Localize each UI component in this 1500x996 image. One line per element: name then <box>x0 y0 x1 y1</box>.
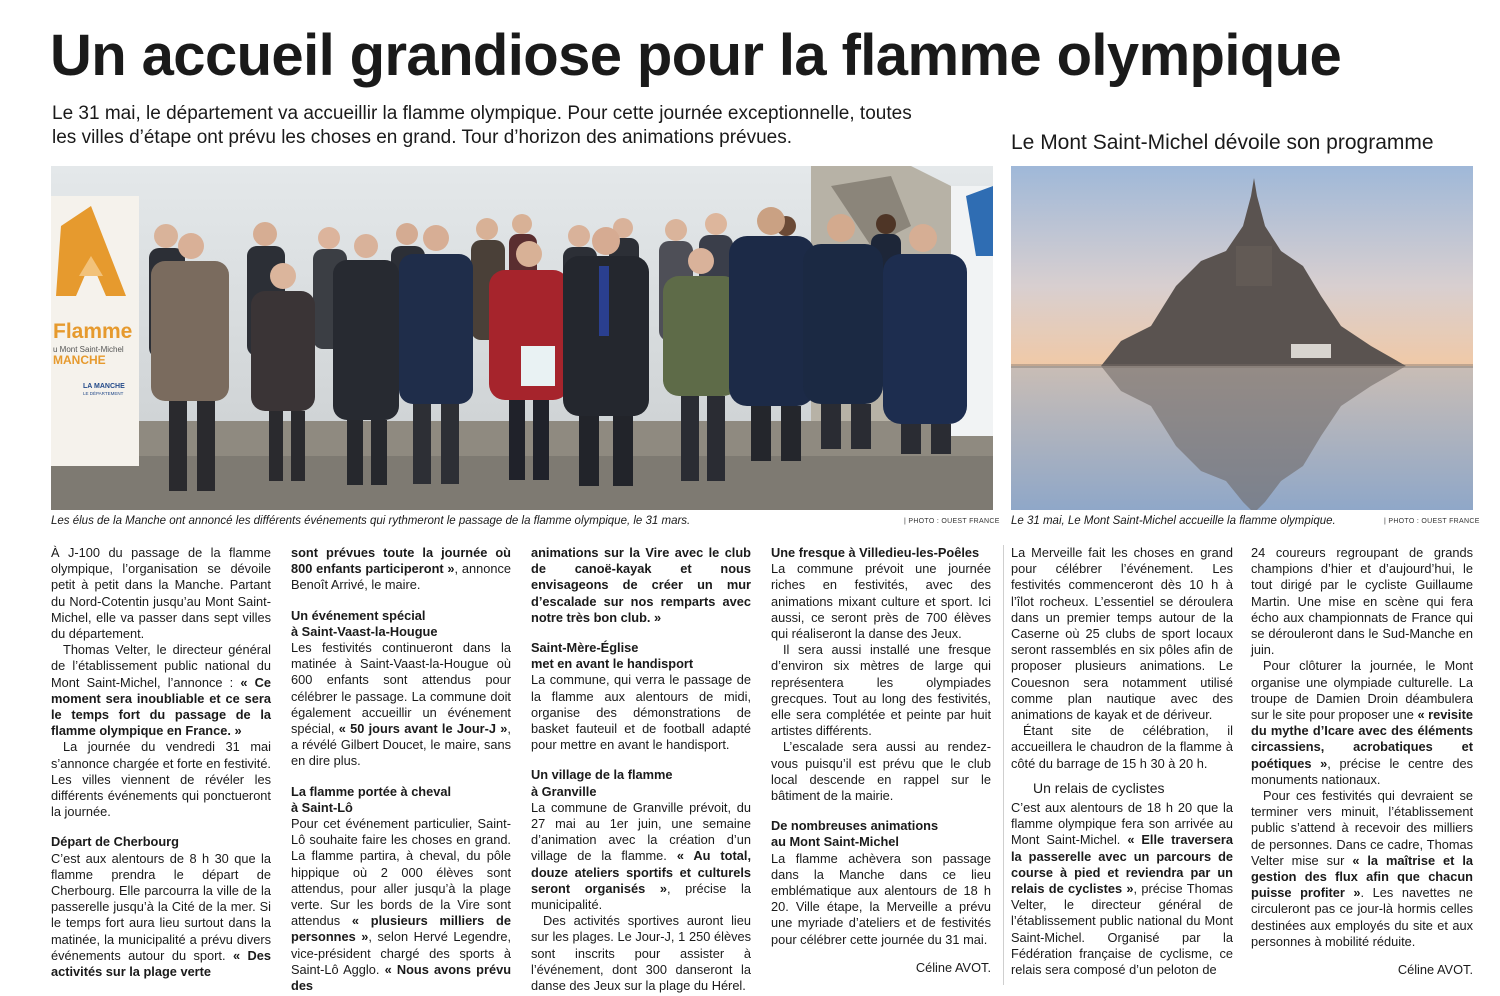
sidebar-column-2 <box>1251 545 1473 985</box>
paragraph: Pour clôturer la journée, le Mont organise une olympiade culturelle. La troupe de Damien Droin déambulera sur le site pour proposer une « revisite du mythe d’Icare avec des éléments circassiens, acrobatiques et poétiques », précise le centre des monuments nationaux. <box>1251 658 1473 787</box>
paragraph: C’est aux alentours de 8 h 30 que la flamme prendra le départ de Cherbourg. Elle parcourra la ville de la passerelle jusqu’à la Cité de la mer. Si le temps fort aura lieu surtout dans la matinée, la municipalité a prévu divers événements autour du sport. « Des activités sur la plage verte <box>51 850 271 980</box>
article-column-2 <box>291 545 512 994</box>
paragraph: La commune de Granville prévoit, du 27 mai au 1er juin, une semaine d’animation avec la création d’un village de la flamme. « Au total, douze ateliers sportifs et culturels seront organisés », précise la municipalité. <box>531 799 751 913</box>
paragraph: sont prévues toute la journée où 800 enfants participeront », annonce Benoît Arrivé, le maire. <box>291 545 511 593</box>
paragraph: Les festivités continueront dans la matinée à Saint-Vaast-la-Hougue où 600 enfants sont attendus pour célébrer le passage. La commune doit également accueillir un événement spécial, « 50 jours avant le Jour-J », a révélé Gilbert Doucet, le maire, sans en dire plus. <box>291 640 511 769</box>
byline: Céline AVOT. <box>915 959 991 975</box>
banner-subtitle: u Mont Saint-Michel <box>53 345 124 354</box>
article-column-1 <box>51 545 271 985</box>
paragraph: animations sur la Vire avec le club de canoë-kayak et nous envisageons de créer un mur d’escalade sur nos remparts avec notre très bon club. » <box>531 545 751 625</box>
byline: Céline AVOT. <box>1397 962 1473 978</box>
paragraph: 24 coureurs regroupant de grands champions d’hier et d’aujourd’hui, le tout dirigé par le cycliste Guillaume Martin. Une mise en scène qui fera écho aux championnats de France qui se dérouleront dans le Sud-Manche en juin. <box>1251 545 1473 658</box>
banner-title: Flamme <box>53 320 133 343</box>
banner-logo: LA MANCHE <box>83 383 125 390</box>
subheading: Un relais de cyclistes <box>1033 779 1165 796</box>
paragraph: La commune prévoit une journée riches en festivités, avec des animations mixant culture et sport. Ici aussi, ce seront près de 700 élèves qui réaliseront la danse des Jeux. <box>771 561 991 642</box>
subheading: Une fresque à Villedieu-les-Poêles <box>771 545 980 560</box>
paragraph: Il sera aussi installé une fresque d’environ six mètres de large qui représentera les olympiades grecques. Tout au long des festivités, elle sera complétée et peinte par huit artistes différents. <box>771 642 991 739</box>
paragraph: La commune, qui verra le passage de la flamme aux alentours de midi, organise des démonstrations de basket fauteuil et de football adapté pour mettre en avant le handisport. <box>531 672 751 753</box>
paragraph: Des activités sportives auront lieu sur les plages. Le Jour-J, 1 250 élèves sont inscrits pour assister à l’événement, dont 300 danseront la danse des Jeux sur la plage du Hérel. <box>531 913 751 994</box>
main-photo-credit: | PHOTO : OUEST FRANCE <box>904 518 1000 525</box>
paragraph: C’est aux alentours de 18 h 20 que la flamme olympique fera son arrivée au Mont Saint-Michel. « Elle traversera la passerelle avec un parcours de course à pied et reviendra par un relais de cyclistes », précise Thomas Velter, le directeur général de l’établissement public national du Mont Saint-Michel. Organisé par la Fédération française de cyclisme, ce relais sera composé d’un peloton de <box>1011 800 1233 978</box>
subheading: Un village de la flamme à Granville <box>531 767 673 799</box>
paragraph: La Merveille fait les choses en grand pour célébrer l’événement. Les festivités commenceront dès 10 h à l’îlot rocheux. L’essentiel se déroulera dans un premier temps autour de la Caserne où 25 clubs de sport locaux seront rassemblés en six pôles afin de proposer plusieurs animations. Le Couesnon sera notamment utilisé comme plan nautique avec des animations de kayak et de dériveur. <box>1011 545 1233 723</box>
sidebar-title: Le Mont Saint-Michel dévoile son programme <box>1011 131 1434 154</box>
headline: Un accueil grandiose pour la flamme olympique <box>50 23 1342 88</box>
subheading: Un événement spécial à Saint-Vaast-la-Hougue <box>291 607 438 639</box>
paragraph: L’escalade sera aussi au rendez-vous puisqu’il est prévu que le club local descende en rappel sur le bâtiment de la mairie. <box>771 739 991 804</box>
paragraph: À J-100 du passage de la flamme olympique, l’organisation se dévoile petit à petit dans la Manche. Partant du Nord-Cotentin jusqu’au Mont Saint-Michel, elle va passer dans sept villes du département. <box>51 545 271 642</box>
flamme-banner <box>51 196 139 466</box>
mont-saint-michel-photo <box>1011 166 1473 510</box>
side-photo-credit: | PHOTO : OUEST FRANCE <box>1384 518 1480 525</box>
side-photo-caption: Le 31 mai, Le Mont Saint-Michel accueille la flamme olympique. <box>1011 515 1336 527</box>
article-column-3 <box>531 545 751 994</box>
paragraph: Thomas Velter, le directeur général de l’établissement public national du Mont Saint-Michel, l’annonce : « Ce moment sera inoubliable et ce sera le temps fort du passage de la flamme olympique en France. » <box>51 642 272 739</box>
column-divider <box>1003 545 1004 985</box>
paragraph: Pour cet événement particulier, Saint-Lô souhaite faire les choses en grand. La flamme partira, à cheval, du pôle hippique où 2 000 élèves sont attendus, pour aller jusqu’à la plage verte. Sur les bords de la Vire sont attendus « plusieurs milliers de personnes », selon Hervé Legendre, vice-président chargé des sports à Saint-Lô Agglo. « Nous avons prévu des <box>291 816 512 994</box>
banner-region: MANCHE <box>53 353 106 367</box>
sidebar-column-1 <box>1011 545 1233 985</box>
banner-logo-sub: LE DÉPARTEMENT <box>83 391 124 396</box>
paragraph: Étant site de célébration, il accueillera le chaudron de la flamme à côté du barrage de 15 h 30 à 20 h. <box>1011 723 1233 771</box>
main-photo-caption: Les élus de la Manche ont annoncé les différents événements qui rythmeront le passage de la flamme olympique, le 31 mars. <box>51 515 691 527</box>
article-column-4 <box>771 545 991 985</box>
subheading: Saint-Mère-Église met en avant le handisport <box>531 640 694 672</box>
paragraph: Pour ces festivités qui devraient se terminer vers minuit, l’établissement public s’attend à recevoir des milliers de personnes. Dans ce cadre, Thomas Velter mise sur « la maîtrise et la gestion des flux afin que chacun puisse profiter ». Les navettes ne circuleront pas ce jour-là hormis celles destinées aux employés du site et aux personnes à mobilité réduite. <box>1251 788 1473 949</box>
paragraph: La journée du vendredi 31 mai s’annonce chargée et forte en festivité. Les villes viennent de révéler les différents événements qui ponctueront la journée. <box>51 739 271 820</box>
group-photo <box>51 166 993 510</box>
subheading: Départ de Cherbourg <box>51 834 179 850</box>
standfirst: Le 31 mai, le département va accueillir la flamme olympique. Pour cette journée exceptionnelle, toutes les villes d’étape ont prévu les choses en grand. Tour d’horizon des animations prévues. <box>52 103 912 148</box>
subheading: La flamme portée à cheval à Saint-Lô <box>291 783 452 815</box>
paragraph: La flamme achèvera son passage dans la Manche dans ce lieu emblématique aux alentours de 18 h 20. Ville étape, la Merveille a prévu une myriade d’ateliers et de festivités pour célébrer cette journée du 31 mai. <box>771 850 991 947</box>
subheading: De nombreuses animations au Mont Saint-Michel <box>771 818 939 850</box>
